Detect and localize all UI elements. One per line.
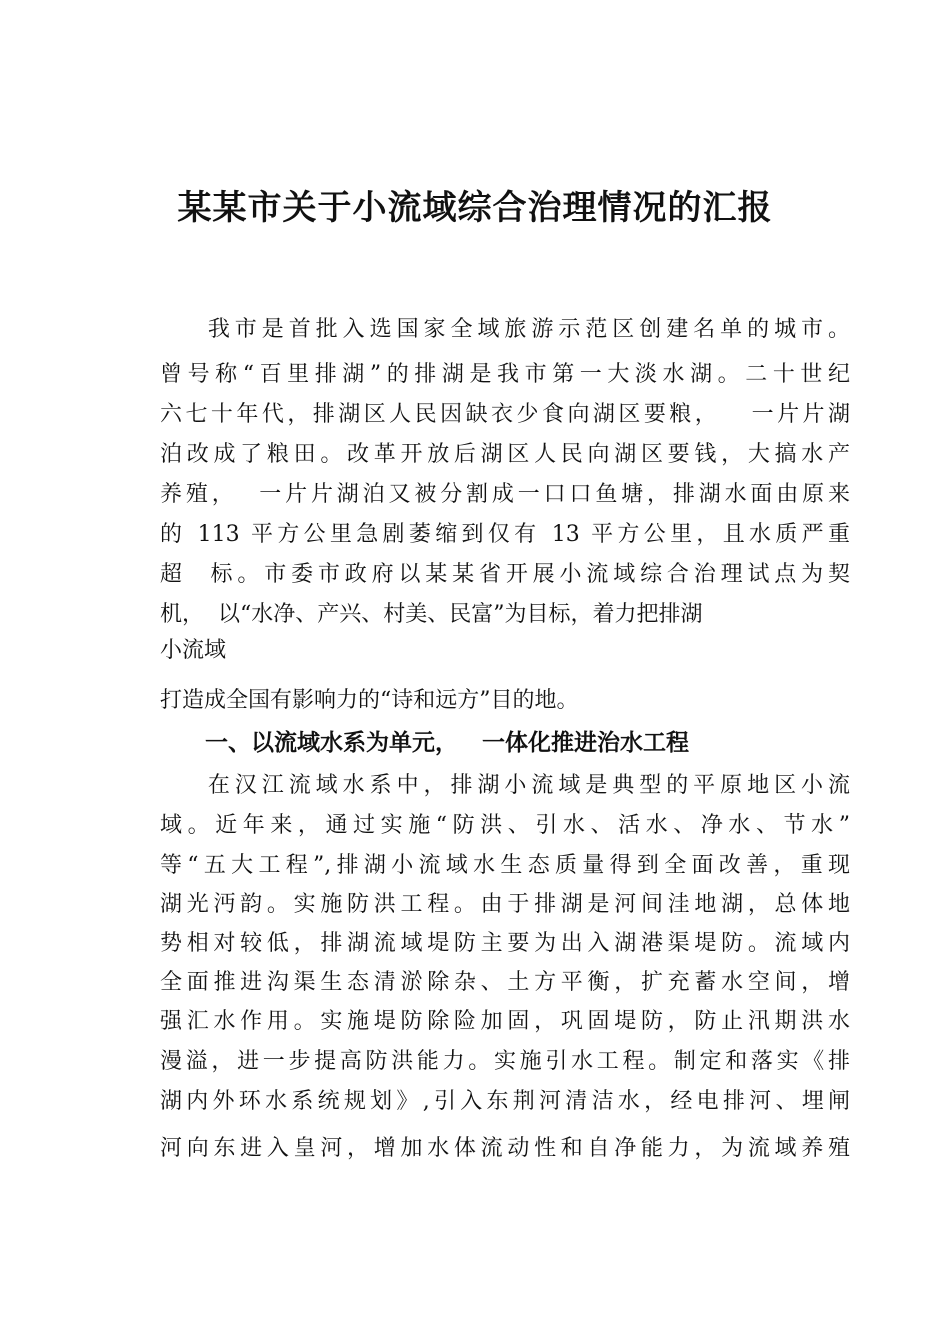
section-line: 全面推进沟渠生态清淤除杂、土方平衡，扩充蓄水空间，增 [160, 970, 850, 995]
section-line: 湖光沔韵。实施防洪工程。由于排湖是河间洼地湖，总体地 [160, 892, 850, 917]
intro-line: 机， 以“水净、产兴、村美、民富”为目标，着力把排湖 [160, 602, 703, 627]
section-line: 等“五大工程”,排湖小流域水生态质量得到全面改善，重现 [160, 853, 850, 878]
intro-line: 超 标。市委市政府以某某省开展小流域综合治理试点为契 [160, 562, 850, 587]
intro-line: 曾号称“百里排湖”的排湖是我市第一大淡水湖。二十世纪 [160, 362, 850, 387]
intro-line: 泊改成了粮田。改革开放后湖区人民向湖区要钱，大搞水产 [160, 442, 850, 467]
section-line: 强汇水作用。实施堤防除险加固，巩固堤防，防止汛期洪水 [160, 1009, 850, 1034]
intro-line: 打造成全国有影响力的“诗和远方”目的地。 [160, 688, 579, 713]
intro-line: 养殖， 一片片湖泊又被分割成一口口鱼塘，排湖水面由原来 [160, 482, 850, 507]
section-line: 河向东进入皇河，增加水体流动性和自净能力，为流域养殖 [160, 1136, 850, 1161]
document-title: 某某市关于小流域综合治理情况的汇报 [177, 188, 773, 228]
intro-line: 的 113 平方公里急剧萎缩到仅有 13 平方公里，且水质严重 [160, 522, 850, 547]
section-line: 湖内外环水系统规划》,引入东荆河清洁水，经电排河、埋闸 [160, 1089, 850, 1114]
section-heading: 一、以流域水系为单元， 一体化推进治水工程 [205, 730, 690, 756]
section-line: 漫溢，进一步提高防洪能力。实施引水工程。制定和落实《排 [160, 1049, 850, 1074]
intro-line: 六七十年代，排湖区人民因缺衣少食向湖区要粮， 一片片湖 [160, 402, 850, 427]
intro-line: 我市是首批入选国家全域旅游示范区创建名单的城市。 [160, 317, 850, 342]
intro-line: 小流域 [160, 638, 227, 663]
section-line: 域。近年来，通过实施“防洪、引水、活水、净水、节水” [160, 813, 850, 838]
section-line: 在汉江流域水系中，排湖小流域是典型的平原地区小流 [160, 773, 850, 798]
section-line: 势相对较低，排湖流域堤防主要为出入湖港渠堤防。流域内 [160, 931, 850, 956]
